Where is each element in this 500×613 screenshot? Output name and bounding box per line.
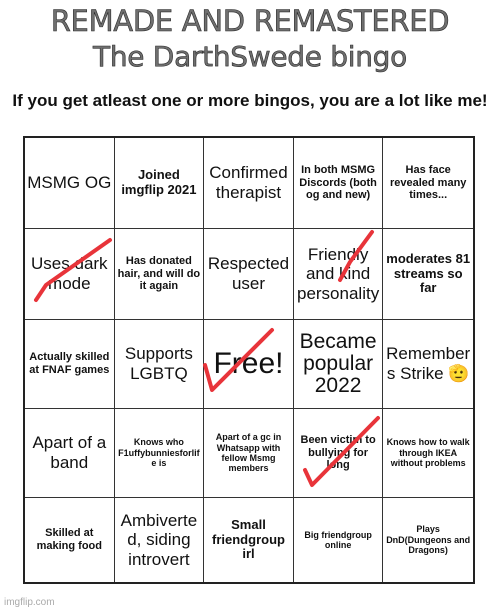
bingo-cell-became-popular[interactable] — [294, 320, 384, 409]
bingo-cell-ikea[interactable] — [383, 409, 473, 498]
bingo-cell-label: Been victim to bullying for long — [300, 434, 376, 472]
bingo-cell-dark-mode[interactable] — [25, 229, 115, 320]
bingo-cell-label: Skilled at making food — [36, 527, 102, 552]
bingo-cell-label: Became popular 2022 — [299, 329, 377, 398]
bingo-cell-label: Big friendgroup online — [304, 529, 372, 550]
bingo-cell-free[interactable] — [204, 320, 294, 409]
bingo-cell-bullying-victim[interactable] — [294, 409, 384, 498]
bingo-cell-label: Free! — [213, 346, 284, 380]
bingo-cell-joined-imgflip[interactable] — [115, 138, 205, 229]
bingo-cell-label: Supports LGBTQ — [124, 344, 193, 383]
bingo-cell-label: Friendly and kind personality — [296, 244, 380, 303]
bingo-cell-label: Has donated hair, and will do it again — [117, 255, 201, 293]
bingo-cell-whatsapp-gc[interactable] — [204, 409, 294, 498]
bingo-cell-label: Apart of a band — [32, 433, 107, 472]
bingo-cell-label: Has face revealed many times... — [389, 164, 467, 202]
imgflip-watermark: imgflip.com — [4, 597, 55, 608]
bingo-board — [23, 136, 475, 584]
bingo-cell-knows-fluffybunnies[interactable] — [115, 409, 205, 498]
bingo-cell-label: Knows who F1uffybunniesforlife is — [118, 437, 200, 469]
bingo-cell-msmg-discords[interactable] — [294, 138, 384, 229]
bingo-cell-supports-lgbtq[interactable] — [115, 320, 205, 409]
bingo-cell-label: Remembers Strike 🫡 — [386, 344, 471, 383]
bingo-cell-small-friendgroup[interactable] — [204, 498, 294, 582]
bingo-cell-label: moderates 81 streams so far — [386, 250, 471, 296]
bingo-cell-label: Confirmed therapist — [209, 163, 288, 202]
bingo-cell-label: Ambiverted, siding introvert — [120, 510, 198, 569]
bingo-cell-remembers-strike[interactable] — [383, 320, 473, 409]
bingo-cell-skilled-food[interactable] — [25, 498, 115, 582]
bingo-cell-ambiverted[interactable] — [115, 498, 205, 582]
bingo-cell-fnaf-skilled[interactable] — [25, 320, 115, 409]
bingo-cell-apart-of-band[interactable] — [25, 409, 115, 498]
bingo-cell-label: Plays DnD(Dungeons and Dragons) — [386, 524, 471, 556]
bingo-cell-label: MSMG OG — [27, 173, 112, 193]
bingo-cell-label: Actually skilled at FNAF games — [29, 351, 110, 376]
bingo-title-line1: REMADE AND REMASTERED — [50, 4, 450, 38]
bingo-cell-msmg-og[interactable] — [25, 138, 115, 229]
bingo-cell-plays-dnd[interactable] — [383, 498, 473, 582]
bingo-cell-friendly-kind[interactable] — [294, 229, 384, 320]
bingo-title-line2: The DarthSwede bingo — [93, 40, 407, 73]
bingo-cell-face-revealed[interactable] — [383, 138, 473, 229]
bingo-cell-big-friendgroup[interactable] — [294, 498, 384, 582]
bingo-cell-donated-hair[interactable] — [115, 229, 205, 320]
bingo-cell-label: In both MSMG Discords (both og and new) — [299, 164, 377, 202]
bingo-cell-respected-user[interactable] — [204, 229, 294, 320]
bingo-cell-label: Joined imgflip 2021 — [121, 167, 197, 197]
bingo-cell-label: Knows how to walk through IKEA without problems — [386, 437, 470, 469]
bingo-cell-label: Apart of a gc in Whatsapp with fellow Msmg members — [215, 432, 282, 474]
bingo-cell-confirmed-therapist[interactable] — [204, 138, 294, 229]
bingo-cell-label: Respected user — [207, 254, 290, 293]
bingo-subtitle: If you get atleast one or more bingos, you are a lot like me! — [12, 91, 488, 110]
bingo-cell-label: Uses dark mode — [31, 254, 108, 293]
bingo-cell-moderates-streams[interactable] — [383, 229, 473, 320]
bingo-cell-label: Small friendgroup irl — [212, 516, 285, 562]
